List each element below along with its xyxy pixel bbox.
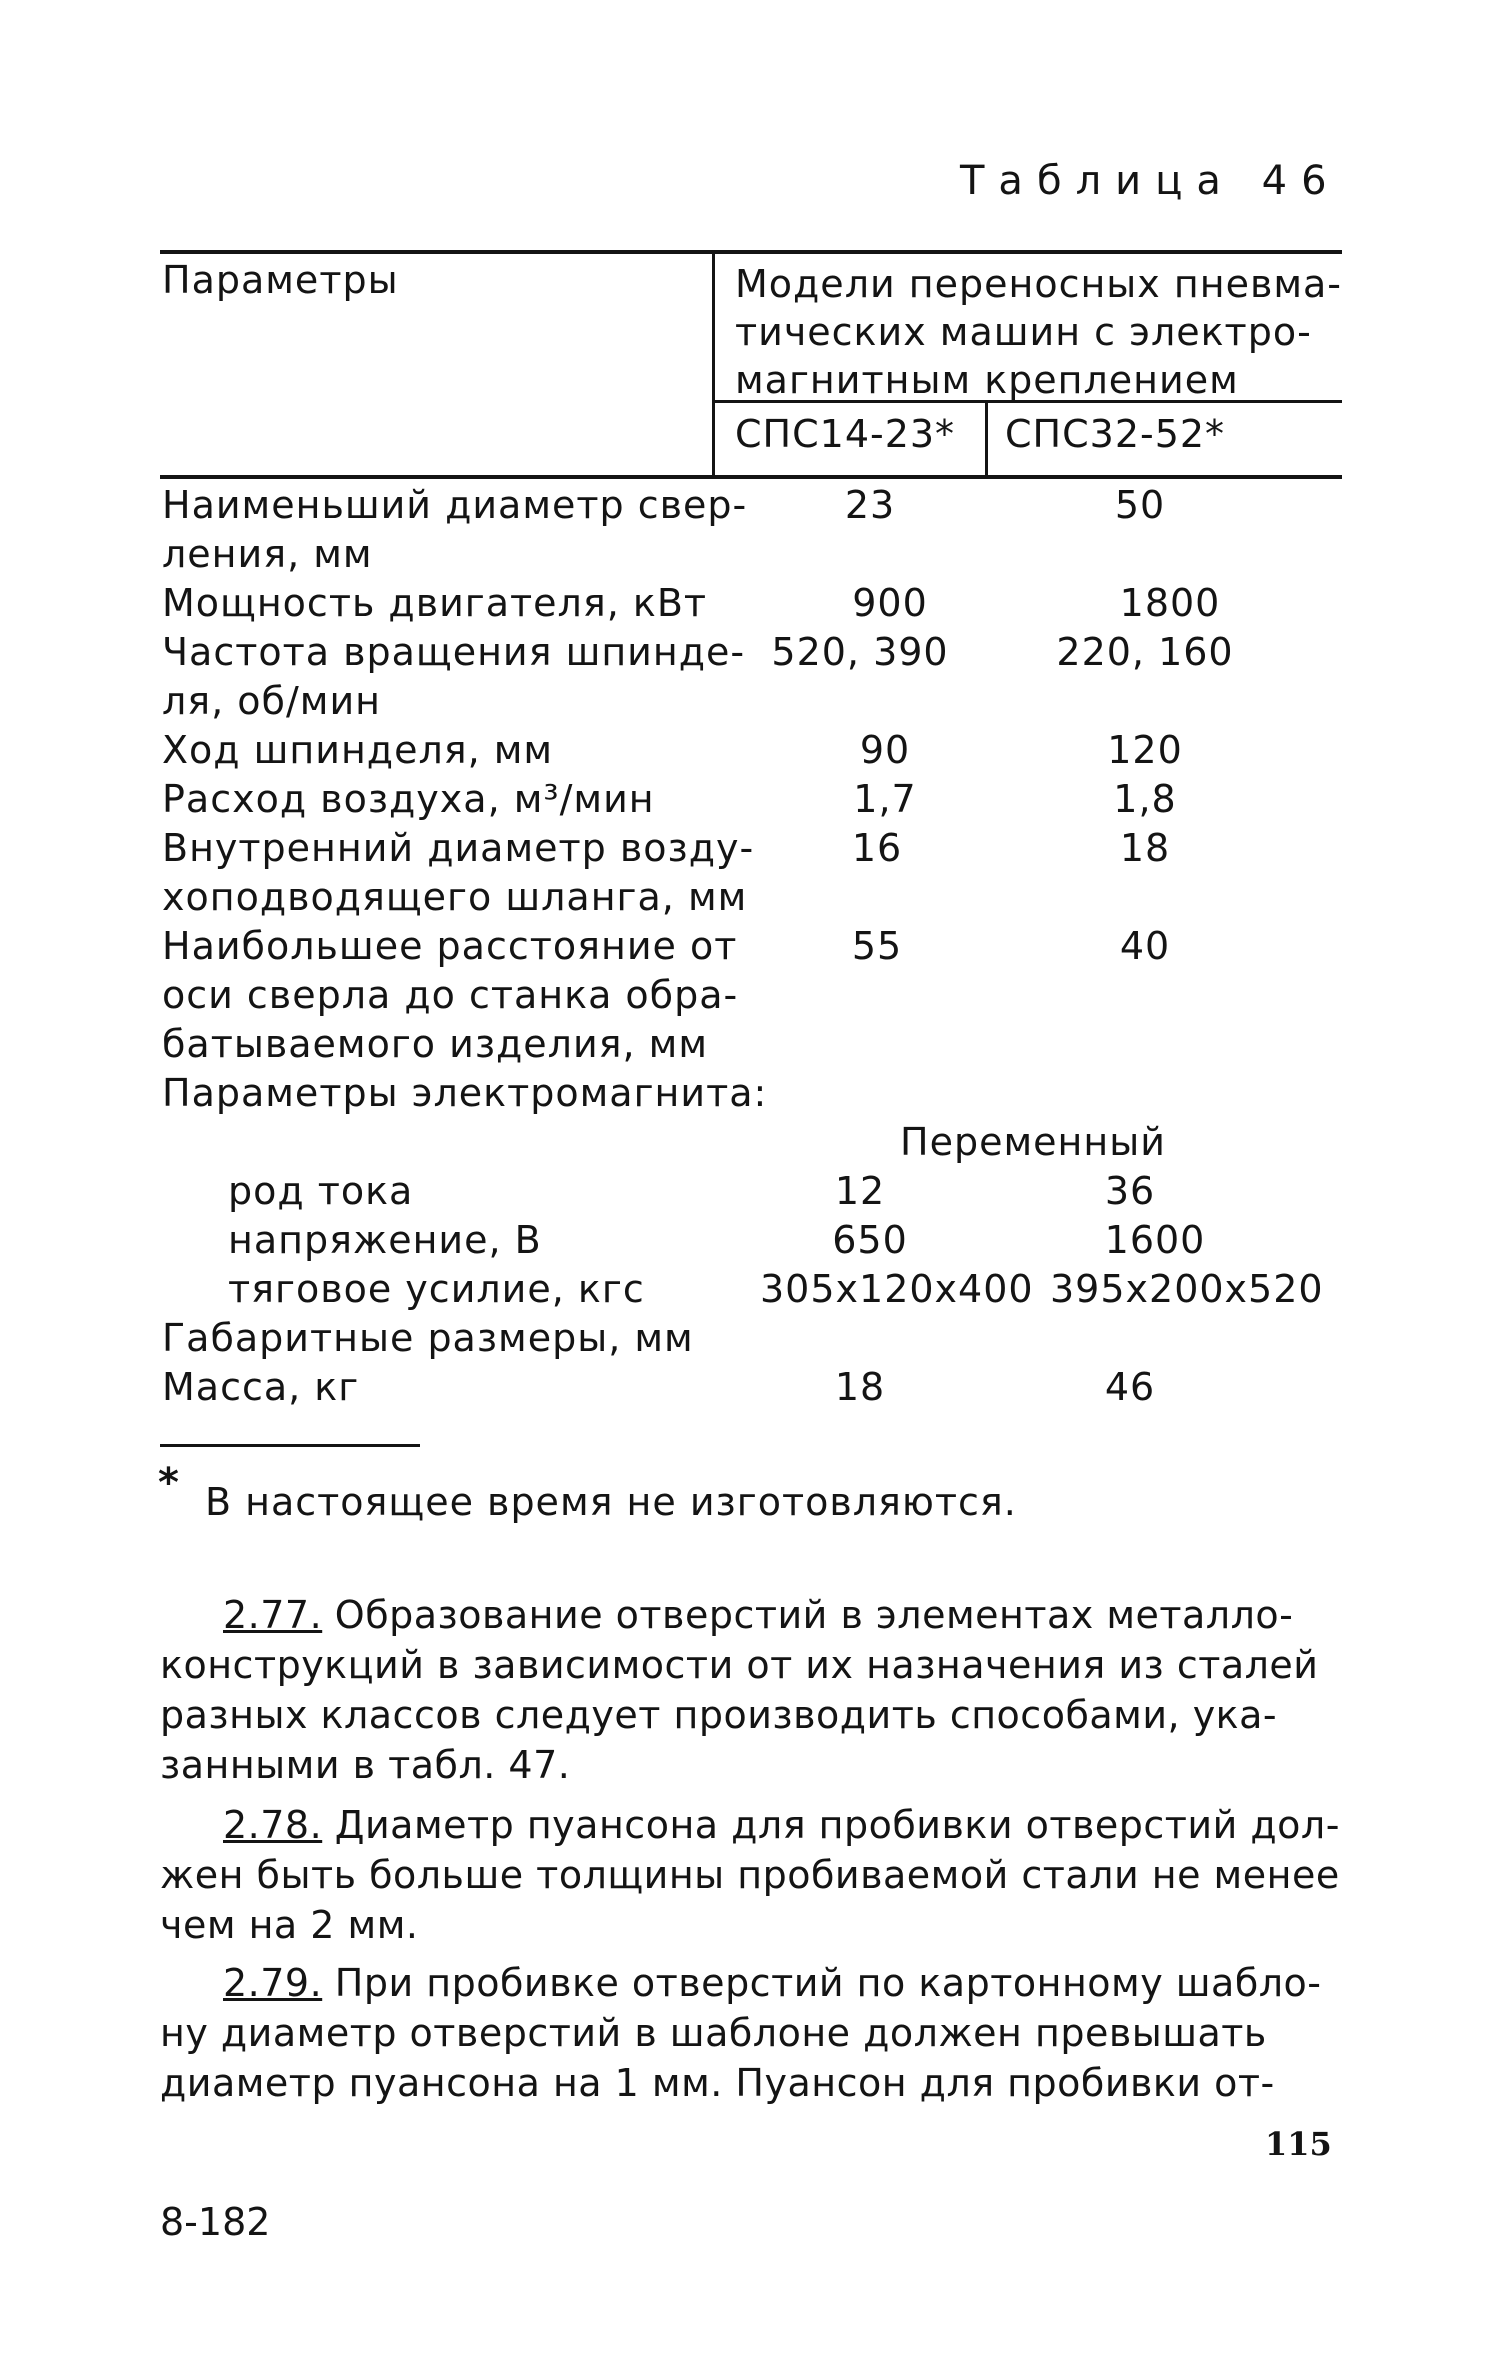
clause-number: 2.77. — [223, 1593, 323, 1637]
paragraph-2-77 — [160, 1590, 1340, 1790]
cell-value: 36 — [1104, 1169, 1156, 1213]
cell-value: 18 — [1119, 826, 1171, 870]
cell-value: 50 — [1114, 483, 1166, 527]
paragraph-line: жен быть больше толщины пробиваемой стали не менее — [160, 1853, 1340, 1897]
column-header-sps32: СПС32-52* — [1005, 412, 1226, 456]
row-label: оси сверла до станка обра- — [162, 973, 739, 1017]
row-label: Мощность двигателя, кВт — [162, 581, 708, 625]
cell-value: 12 — [834, 1169, 886, 1213]
row-label: Параметры электромагнита: — [162, 1071, 768, 1115]
cell-value: 23 — [844, 483, 896, 527]
models-header-line1: Модели переносных пневма- — [735, 262, 1343, 306]
cell-value: 520, 390 — [771, 630, 949, 674]
params-header: Параметры — [162, 258, 399, 302]
cell-value: 395x200x520 — [1050, 1267, 1324, 1311]
cell-value: 220, 160 — [1056, 630, 1234, 674]
footnote-text: В настоящее время не изготовляются. — [205, 1480, 1017, 1524]
row-label: Наименьший диаметр свер- — [162, 483, 748, 527]
table-header-bottom-rule — [160, 475, 1342, 479]
paragraph-line: диаметр пуансона на 1 мм. Пуансон для пробивки от- — [160, 2061, 1275, 2105]
row-label: Габаритные размеры, мм — [162, 1316, 694, 1360]
cell-value: 16 — [851, 826, 903, 870]
paragraph-line: 2.77. Образование отверстий в элементах металло- — [223, 1593, 1294, 1637]
row-label: Наибольшее расстояние от — [162, 924, 738, 968]
row-label: Внутренний диаметр возду- — [162, 826, 755, 870]
cell-value: 18 — [834, 1365, 886, 1409]
row-label: ления, мм — [162, 532, 373, 576]
cell-value-span: Переменный — [900, 1120, 1166, 1164]
cell-value: 650 — [832, 1218, 908, 1262]
models-header-line2: тических машин с электро- — [735, 310, 1312, 354]
cell-value: 46 — [1104, 1365, 1156, 1409]
table-top-rule — [160, 250, 1342, 254]
cell-value: 40 — [1119, 924, 1171, 968]
paragraph-line: 2.78. Диаметр пуансона для пробивки отверстий дол- — [223, 1803, 1340, 1847]
cell-value: 1600 — [1104, 1218, 1206, 1262]
footnote-rule — [160, 1444, 420, 1447]
cell-value: 55 — [851, 924, 903, 968]
models-header-line3: магнитным креплением — [735, 358, 1239, 402]
row-label: напряжение, В — [228, 1218, 542, 1262]
row-label: Расход воздуха, м³/мин — [162, 777, 655, 821]
paragraph-line: 2.79. При пробивке отверстий по картонному шабло- — [223, 1961, 1322, 2005]
page-number: 115 — [1265, 2125, 1332, 2163]
row-label: хоподводящего шланга, мм — [162, 875, 748, 919]
paragraph-2-79 — [160, 1958, 1340, 2108]
cell-value: 1,7 — [853, 777, 917, 821]
paragraph-2-78 — [160, 1800, 1340, 1950]
paragraph-line: разных классов следует производить способами, ука- — [160, 1693, 1278, 1737]
column-header-sps14: СПС14-23* — [735, 412, 956, 456]
footnote-mark: * — [158, 1460, 179, 1506]
models-column-divider — [985, 400, 988, 478]
paragraph-line: занными в табл. 47. — [160, 1743, 571, 1787]
paragraph-line: конструкций в зависимости от их назначения из сталей — [160, 1643, 1319, 1687]
cell-value: 305x120x400 — [760, 1267, 1034, 1311]
cell-value: 120 — [1107, 728, 1183, 772]
row-label: Ход шпинделя, мм — [162, 728, 554, 772]
row-label: род тока — [228, 1169, 414, 1213]
row-label: Масса, кг — [162, 1365, 360, 1409]
row-label: батываемого изделия, мм — [162, 1022, 709, 1066]
printer-signature: 8-182 — [160, 2200, 271, 2244]
clause-number: 2.79. — [223, 1961, 323, 2005]
row-label: тяговое усилие, кгс — [228, 1267, 645, 1311]
cell-value: 90 — [859, 728, 911, 772]
cell-value: 1800 — [1119, 581, 1221, 625]
paragraph-line: чем на 2 мм. — [160, 1903, 419, 1947]
table-caption: Таблица 46 — [960, 158, 1341, 204]
table-header-divider — [712, 252, 715, 478]
cell-value: 1,8 — [1113, 777, 1177, 821]
clause-number: 2.78. — [223, 1803, 323, 1847]
cell-value: 900 — [852, 581, 928, 625]
paragraph-line: ну диаметр отверстий в шаблоне должен превышать — [160, 2011, 1267, 2055]
row-label: ля, об/мин — [162, 679, 381, 723]
row-label: Частота вращения шпинде- — [162, 630, 746, 674]
